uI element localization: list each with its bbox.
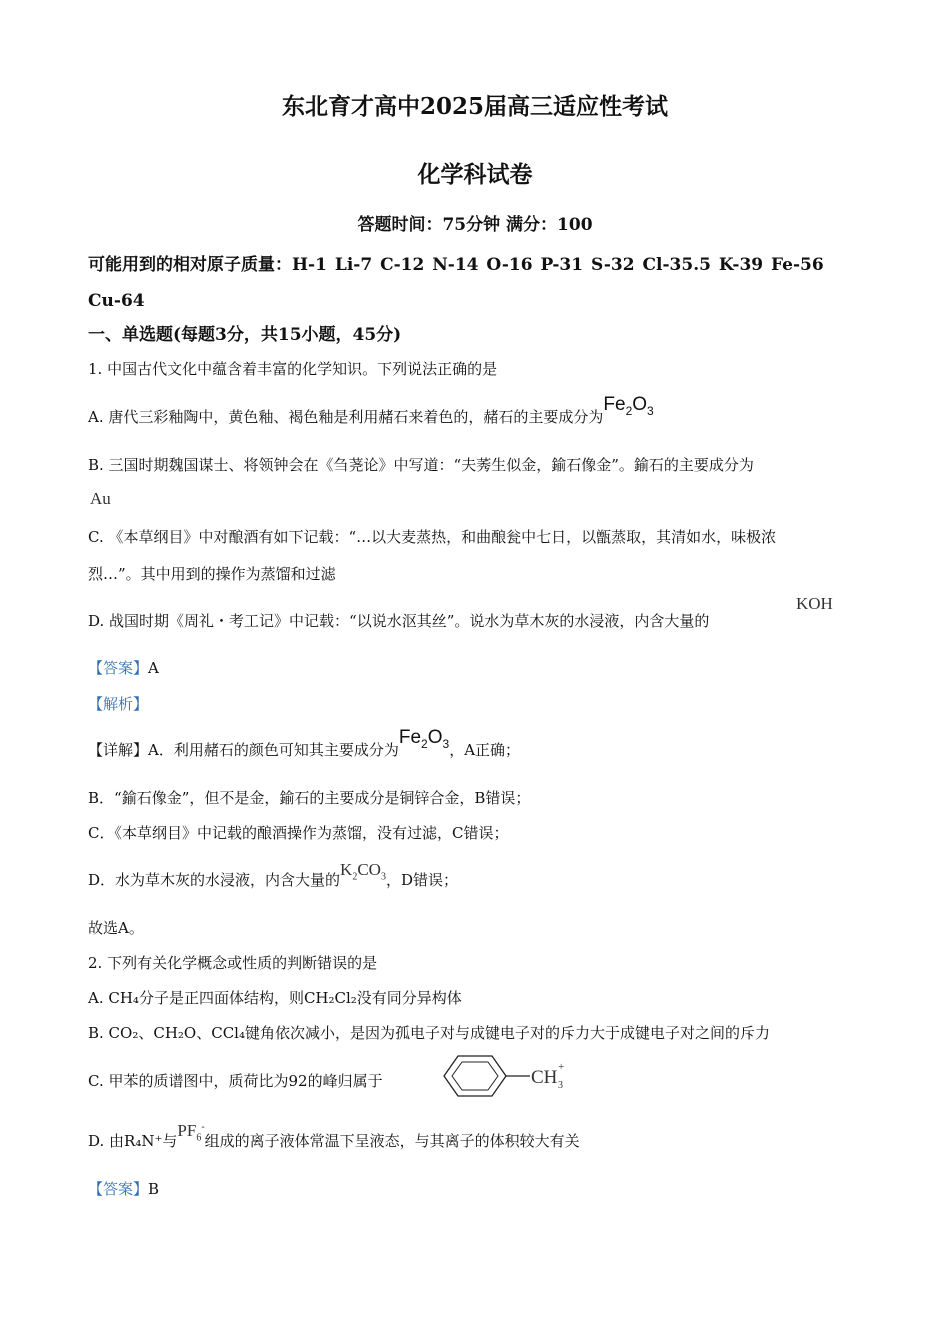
atomic-masses: 可能用到的相对原子质量：H-1 Li-7 C-12 N-14 O-16 P-31 S-32 Cl-35.5 K-39 Fe-56 Cu-64 [88, 255, 824, 311]
q1-option-c-line2: 烈…”。其中用到的操作为蒸馏和过滤 [88, 565, 336, 583]
q1-detail-a: 【详解】A．利用赭石的颜色可知其主要成分为$Fe_2O_3$，A正确； [88, 727, 521, 759]
k2co3-formula: $K_2CO_3$ [340, 860, 386, 883]
benzyl-cation-structure [440, 1053, 580, 1099]
q1-answer [88, 657, 159, 678]
q1-option-a [88, 394, 654, 428]
detail-tag: 【详解】 [88, 741, 149, 759]
svg-text:+: + [558, 1061, 565, 1073]
exam-meta: 答题时间：75分钟 满分：100 [357, 215, 593, 235]
q1-detail-d: D．水为草木灰的水浸液，内含大量的$K_2CO_3$，D错误； [88, 860, 458, 889]
q1-detail-c: C．《本草纲目》中记载的酿酒操作为蒸馏，没有过滤，C错误； [88, 824, 509, 842]
q1-answer-value: A [148, 659, 159, 677]
q1-detail-b: B．“鍮石像金”，但不是金，鍮石的主要成分是铜锌合金，B错误； [88, 789, 531, 807]
svg-text:3: 3 [558, 1080, 563, 1091]
q1-option-b-au: Au [90, 489, 111, 508]
q2-stem: 2. 下列有关化学概念或性质的判断错误的是 [88, 954, 378, 972]
q1-option-a-text: A. 唐代三彩釉陶中，黄色釉、褐色釉是利用赭石来着色的，赭石的主要成分为 [88, 408, 604, 426]
answer-tag: 【答案】 [88, 659, 149, 677]
q1-option-b: B. 三国时期魏国谋士、将领钟会在《刍荛论》中写道：“夫莠生似金，鍮石像金”。鍮石的主要成分为 [88, 456, 754, 474]
q1-stem: 1. 中国古代文化中蕴含着丰富的化学知识。下列说法正确的是 [88, 360, 498, 378]
q1-option-d: D. 战国时期《周礼・考工记》中记载：“以说水沤其丝”。说水为草木灰的水浸液，内含大量的 [88, 612, 710, 630]
q2-answer [88, 1178, 159, 1199]
q2-option-c: C. 甲苯的质谱图中，质荷比为92的峰归属于 [88, 1072, 383, 1090]
q2-answer-value: B [148, 1180, 160, 1198]
section-heading: 一、单选题(每题3分，共15小题，45分) [88, 325, 402, 345]
q2-option-a: A. CH₄分子是正四面体结构，则CH₂Cl₂没有同分异构体 [88, 989, 462, 1007]
fe2o3-formula: $Fe_2O_3$ [603, 394, 654, 418]
q2-option-d: D. 由R₄N⁺与$PF_6^-$组成的离子液体常温下呈液态，与其离子的体积较大有关 [88, 1121, 580, 1150]
pf6-formula: $PF_6^-$ [177, 1121, 205, 1144]
koh-formula: KOH [796, 594, 833, 613]
exam-title: 东北育才高中2025届高三适应性考试 [281, 93, 668, 120]
svg-text:CH: CH [531, 1067, 558, 1088]
q2-option-b: B. CO₂、CH₂O、CCl₄键角依次减小，是因为孤电子对与成键电子对的斥力大于成键电子对之间的斥力 [88, 1024, 770, 1042]
answer-tag: 【答案】 [88, 1180, 149, 1198]
exam-subtitle: 化学科试卷 [417, 161, 533, 188]
q1-conclusion: 故选A。 [88, 919, 144, 937]
q1-analysis-tag: 【解析】 [88, 695, 149, 713]
fe2o3-formula-detail: $Fe_2O_3$ [398, 727, 450, 751]
q1-option-c-line1: C. 《本草纲目》中对酿酒有如下记载：“…以大麦蒸热，和曲酿瓮中七日，以甑蒸取，其清如水，味极浓 [88, 528, 777, 546]
